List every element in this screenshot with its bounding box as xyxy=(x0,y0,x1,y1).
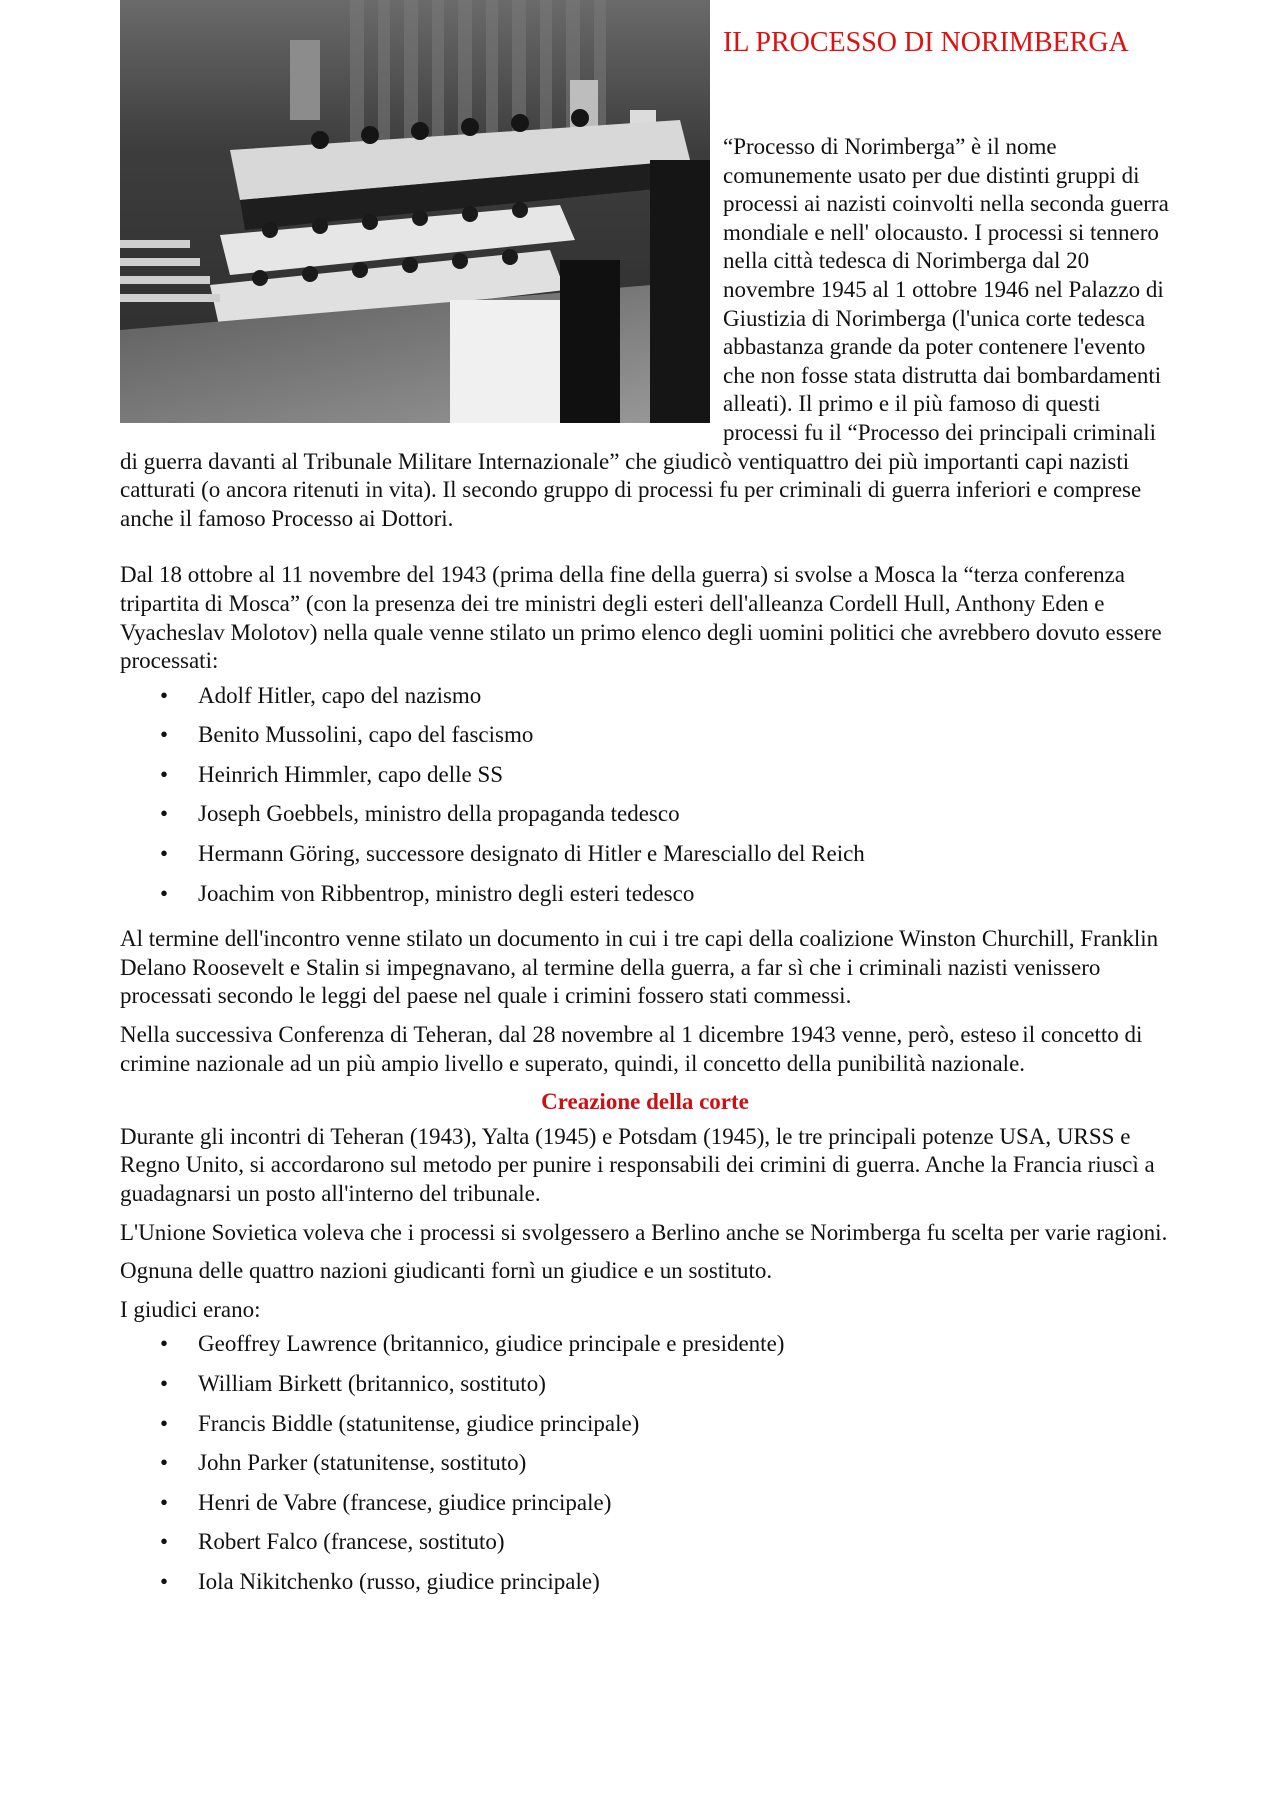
bullet-icon: • xyxy=(160,1489,169,1515)
list-item: • Geoffrey Lawrence (britannico, giudice principale e presidente) xyxy=(160,1331,785,1357)
list-item: • Joseph Goebbels, ministro della propaganda tedesco xyxy=(160,801,680,827)
bullet-icon: • xyxy=(160,841,169,867)
list-item: • Benito Mussolini, capo del fascismo xyxy=(160,722,534,748)
judges-list xyxy=(120,1330,1170,1607)
bullet-icon: • xyxy=(160,1529,169,1555)
incontri-paragraph: Durante gli incontri di Teheran (1943), Yalta (1945) e Potsdam (1945), le tre principali potenze USA, URSS e Regno Unito, si accordarono sul metodo per punire i responsabili dei crimini di guerra. Anche la Francia riuscì a guadagnarsi un posto all'interno del tribunale. xyxy=(120,1123,1155,1206)
bullet-icon: • xyxy=(160,1450,169,1476)
list-item: • Adolf Hitler, capo del nazismo xyxy=(160,682,482,708)
list-item: • Joachim von Ribbentrop, ministro degli esteri tedesco xyxy=(160,880,695,906)
bullet-icon: • xyxy=(160,722,169,748)
list-item: • William Birkett (britannico, sostituto) xyxy=(160,1370,546,1396)
courtroom-photo-icon xyxy=(120,0,710,423)
list-item: • Iola Nikitchenko (russo, giudice principale) xyxy=(160,1568,600,1594)
bullet-icon: • xyxy=(160,682,169,708)
mosca-paragraph: Dal 18 ottobre al 11 novembre del 1943 (prima della fine della guerra) si svolse a Mosca la “terza conferenza tripartita di Mosca” (con la presenza dei tre ministri degli esteri dell'alleanza Cordell Hull, Anthony Eden e Vyacheslav Molotov) nella quale venne stilato un primo elenco degli uomini politici che avrebbero dovuto essere processati: xyxy=(120,562,1162,674)
giudici-paragraph: I giudici erano: xyxy=(120,1296,261,1322)
list-item: • Henri de Vabre (francese, giudice principale) xyxy=(160,1489,612,1515)
bullet-icon: • xyxy=(160,761,169,787)
bullet-icon: • xyxy=(160,1331,169,1357)
section-heading: Creazione della corte xyxy=(541,1089,749,1115)
bullet-icon: • xyxy=(160,801,169,827)
ognuna-paragraph: Ognuna delle quattro nazioni giudicanti fornì un giudice e un sostituto. xyxy=(120,1258,773,1284)
bullet-icon: • xyxy=(160,1410,169,1436)
teheran-paragraph: Nella successiva Conferenza di Teheran, dal 28 novembre al 1 dicembre 1943 venne, però, esteso il concetto di crimine nazionale ad un più ampio livello e superato, quindi, il concetto della punibilità nazionale. xyxy=(120,1022,1143,1076)
document-page xyxy=(120,0,1170,1614)
termine-paragraph: Al termine dell'incontro venne stilato un documento in cui i tre capi della coalizione Winston Churchill, Franklin Delano Roosevelt e Stalin si impegnavano, al termine della guerra, a far sì che i criminali nazisti venissero processati secondo le leggi del paese nel quale i crimini fossero stati commessi. xyxy=(120,926,1159,1009)
list-item: • Hermann Göring, successore designato di Hitler e Maresciallo del Reich xyxy=(160,841,865,867)
intro-paragraph: “Processo di Norimberga” è il nome comunemente usato per due distinti gruppi di processi ai nazisti coinvolti nella seconda guerra mondiale e nell' olocausto. I processi si tennero nella città tedesca di Norimberga dal 20 novembre 1945 al 1 ottobre 1946 nel Palazzo di Giustizia di Norimberga (l'unica corte tedesca abbastanza grande da poter contenere l'evento che non fosse stata distrutta dai bombardamenti alleati). Il primo e il più famoso di questi processi fu il “Processo dei principali criminali di guerra davanti al Tribunale Militare Internazionale” che giudicò ventiquattro dei più importanti capi nazisti catturati (o ancora ritenuti in vita). Il secondo gruppo di processi fu per criminali di guerra inferiori e comprese anche il famoso Processo ai Dottori. xyxy=(120,134,1169,531)
list-item: • Heinrich Himmler, capo delle SS xyxy=(160,761,504,787)
unione-paragraph: L'Unione Sovietica voleva che i processi si svolgessero a Berlino anche se Norimberga fu scelta per varie ragioni. xyxy=(120,1219,1168,1245)
page-title: IL PROCESSO DI NORIMBERGA xyxy=(723,27,1129,58)
bullet-icon: • xyxy=(160,1370,169,1396)
list-item: • Francis Biddle (statunitense, giudice principale) xyxy=(160,1410,640,1436)
bullet-icon: • xyxy=(160,880,169,906)
bullet-icon: • xyxy=(160,1568,169,1594)
list-item: • Robert Falco (francese, sostituto) xyxy=(160,1529,505,1555)
list-item: • John Parker (statunitense, sostituto) xyxy=(160,1450,527,1476)
leaders-list xyxy=(120,682,1170,920)
courtroom-photo xyxy=(120,0,710,423)
